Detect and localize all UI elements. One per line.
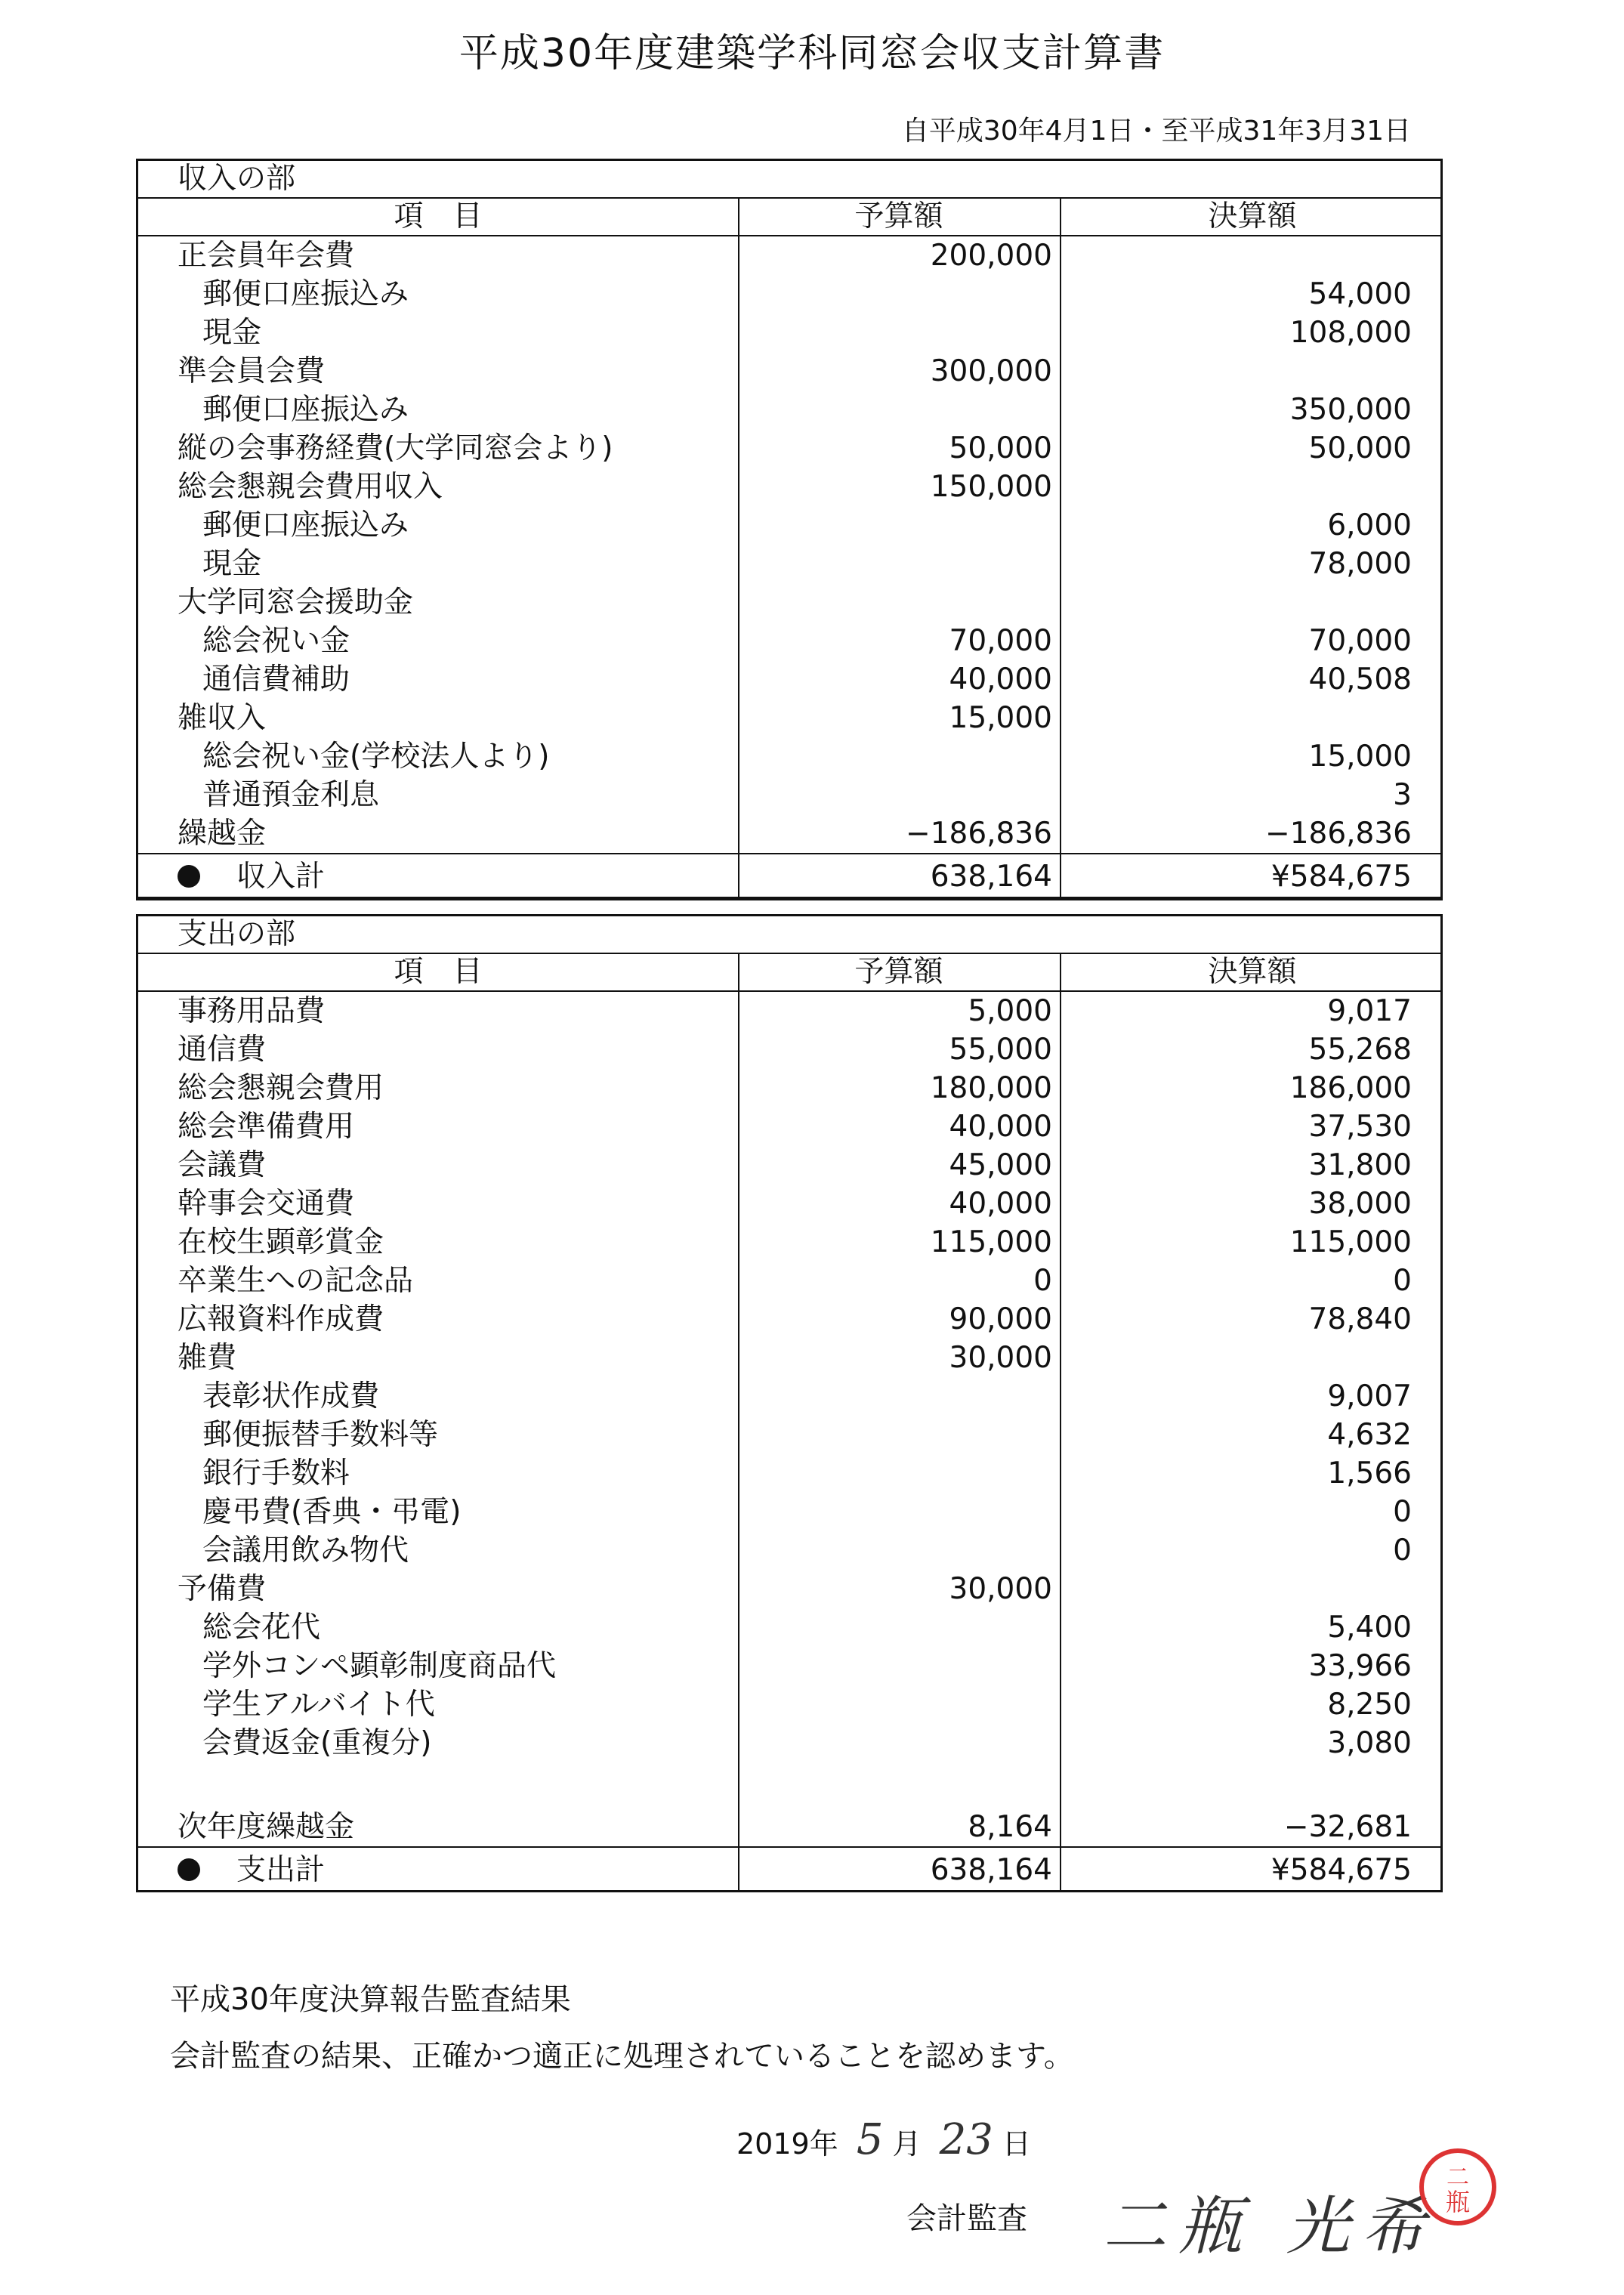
- column-divider: [738, 197, 739, 898]
- row-label: 広報資料作成費: [178, 1302, 384, 1336]
- row-label: 表彰状作成費: [202, 1379, 380, 1413]
- header-budget: 予算額: [854, 199, 943, 233]
- income-total-row: [138, 853, 1440, 898]
- row-label: 総会懇親会費用収入: [178, 470, 443, 504]
- table-row: [138, 1262, 1440, 1300]
- row-label: 通信費補助: [202, 663, 350, 697]
- table-row: [138, 1377, 1440, 1416]
- table-row: [138, 506, 1440, 545]
- row-label: 事務用品費: [178, 994, 326, 1028]
- row-budget: 180,000: [930, 1071, 1052, 1105]
- row-label: 郵便口座振込み: [202, 393, 409, 427]
- table-row: [138, 1030, 1440, 1069]
- table-row: [138, 1724, 1440, 1762]
- row-label: 縦の会事務経費(大学同窓会より): [178, 431, 613, 465]
- row-actual: 15,000: [1308, 740, 1412, 774]
- row-label: 卒業生への記念品: [178, 1264, 414, 1298]
- row-budget: 40,000: [949, 1110, 1052, 1144]
- row-budget: 30,000: [949, 1341, 1052, 1375]
- header-budget: 予算額: [854, 955, 943, 989]
- row-label: 会議用飲み物代: [202, 1534, 409, 1568]
- row-budget: 30,000: [949, 1572, 1052, 1606]
- row-budget: 150,000: [930, 470, 1052, 504]
- row-actual: 108,000: [1289, 316, 1412, 350]
- row-actual: 3,080: [1327, 1726, 1412, 1760]
- table-row: [138, 1185, 1440, 1223]
- row-budget: 45,000: [949, 1148, 1052, 1182]
- row-budget: 0: [1033, 1264, 1052, 1298]
- row-actual: 115,000: [1289, 1225, 1412, 1259]
- row-label: 総会祝い金: [202, 624, 350, 658]
- fiscal-period: 自平成30年4月1日・至平成31年3月31日: [901, 116, 1411, 147]
- table-row: [138, 699, 1440, 737]
- expense-total-budget: 638,164: [930, 1853, 1052, 1887]
- table-row: [138, 622, 1440, 660]
- row-actual: 0: [1393, 1495, 1412, 1529]
- table-row: [138, 468, 1440, 506]
- table-row: [138, 1223, 1440, 1262]
- row-budget: −186,836: [906, 817, 1052, 851]
- row-actual: 33,966: [1308, 1649, 1412, 1683]
- row-actual: [1060, 236, 1445, 275]
- row-actual: 78,000: [1308, 547, 1412, 581]
- income-rows: [138, 236, 1440, 853]
- table-row: [138, 1300, 1440, 1339]
- row-budget: [738, 583, 1060, 622]
- table-row: [138, 352, 1440, 391]
- row-actual: [1060, 1339, 1445, 1377]
- row-label: 準会員会費: [178, 354, 326, 388]
- row-budget: 300,000: [930, 354, 1052, 388]
- row-label: 普通預金利息: [202, 778, 380, 812]
- row-actual: −186,836: [1265, 817, 1412, 851]
- row-actual: 350,000: [1289, 393, 1412, 427]
- date-day: 23: [939, 2115, 993, 2164]
- header-item: 項 目: [394, 955, 483, 989]
- row-actual: 50,000: [1308, 431, 1412, 465]
- carryover-budget: 8,164: [968, 1810, 1052, 1844]
- seal-stamp-icon: [1416, 2145, 1499, 2229]
- row-budget: [738, 1685, 1060, 1724]
- row-budget: [738, 737, 1060, 776]
- total-label-cell: [138, 854, 738, 897]
- row-label: 雑収入: [178, 701, 267, 735]
- table-row: [138, 429, 1440, 468]
- income-total-label: 収入計: [236, 860, 326, 894]
- table-row: [138, 314, 1440, 352]
- date-day-unit: 日: [1002, 2127, 1031, 2161]
- row-actual: 5,400: [1327, 1611, 1412, 1645]
- row-label: 通信費: [178, 1033, 267, 1067]
- row-actual: 186,000: [1289, 1071, 1412, 1105]
- row-budget: [738, 506, 1060, 545]
- row-actual: 0: [1393, 1534, 1412, 1568]
- row-budget: 50,000: [949, 431, 1052, 465]
- header-item: 項 目: [394, 199, 483, 233]
- row-budget: 55,000: [949, 1033, 1052, 1067]
- table-row: [138, 1570, 1440, 1608]
- row-actual: [1060, 1570, 1445, 1608]
- row-label: 学外コンペ顕彰制度商品代: [202, 1649, 557, 1683]
- row-label: 郵便振替手数料等: [202, 1418, 439, 1452]
- income-header-row: [138, 199, 1440, 236]
- row-budget: [738, 391, 1060, 429]
- row-actual: 37,530: [1308, 1110, 1412, 1144]
- row-label: 現金: [202, 547, 262, 581]
- table-row: [138, 660, 1440, 699]
- row-actual: 54,000: [1308, 277, 1412, 311]
- date-month: 5: [856, 2115, 884, 2164]
- row-budget: [738, 1724, 1060, 1762]
- column-divider: [1060, 953, 1061, 1890]
- header-actual: 決算額: [1208, 955, 1297, 989]
- blank-row: [138, 1762, 1440, 1808]
- date-year: 2019年: [736, 2127, 838, 2161]
- audit-heading: 平成30年度決算報告監査結果: [170, 1982, 571, 2017]
- svg-text:瓶: 瓶: [1445, 2188, 1471, 2216]
- row-actual: 3: [1393, 778, 1412, 812]
- row-actual: 0: [1393, 1264, 1412, 1298]
- carryover-row: [138, 1808, 1440, 1846]
- row-label: 慶弔費(香典・弔電): [202, 1495, 462, 1529]
- table-row: [138, 1647, 1440, 1685]
- row-label: 正会員年会費: [178, 239, 355, 273]
- row-actual: 40,508: [1308, 663, 1412, 697]
- auditor-label: 会計監査: [906, 2201, 1027, 2236]
- table-row: [138, 1531, 1440, 1570]
- table-row: [138, 1685, 1440, 1724]
- row-label: 会費返金(重複分): [202, 1726, 432, 1760]
- table-row: [138, 992, 1440, 1030]
- table-row: [138, 1454, 1440, 1493]
- row-label: 総会懇親会費用: [178, 1071, 384, 1105]
- expense-rows: [138, 992, 1440, 1762]
- income-total-actual: ¥584,675: [1270, 860, 1412, 894]
- expense-table: [136, 914, 1443, 1892]
- row-budget: [738, 275, 1060, 314]
- column-divider: [738, 953, 739, 1890]
- table-row: [138, 1493, 1440, 1531]
- row-budget: [738, 1493, 1060, 1531]
- row-label: 予備費: [178, 1572, 267, 1606]
- table-row: [138, 583, 1440, 622]
- row-budget: [738, 1531, 1060, 1570]
- column-divider: [1060, 197, 1061, 898]
- row-budget: 15,000: [949, 701, 1052, 735]
- row-actual: 8,250: [1327, 1688, 1412, 1722]
- bullet-icon: [178, 1858, 200, 1881]
- row-label: 学生アルバイト代: [202, 1688, 435, 1722]
- row-label: 幹事会交通費: [178, 1187, 355, 1221]
- row-actual: 78,840: [1308, 1302, 1412, 1336]
- row-budget: [738, 776, 1060, 814]
- header-actual: 決算額: [1208, 199, 1297, 233]
- row-label: 在校生顕彰賞金: [178, 1225, 384, 1259]
- row-actual: [1060, 352, 1445, 391]
- table-row: [138, 1069, 1440, 1107]
- table-row: [138, 776, 1440, 814]
- row-budget: [738, 1454, 1060, 1493]
- expense-header-row: [138, 954, 1440, 992]
- row-budget: [738, 1608, 1060, 1647]
- row-budget: [738, 1377, 1060, 1416]
- bullet-icon: [178, 865, 200, 888]
- row-label: 繰越金: [178, 817, 267, 851]
- table-row: [138, 1608, 1440, 1647]
- row-label: 雑費: [178, 1341, 237, 1375]
- row-actual: 70,000: [1308, 624, 1412, 658]
- total-label-cell: [138, 1848, 738, 1890]
- row-budget: 40,000: [949, 663, 1052, 697]
- table-row: [138, 737, 1440, 776]
- expense-section-title: 支出の部: [138, 916, 1440, 954]
- handwritten-signature: 二瓶 光希: [1103, 2189, 1437, 2263]
- expense-total-label: 支出計: [236, 1853, 326, 1887]
- carryover-label: 次年度繰越金: [178, 1810, 355, 1844]
- income-table: [136, 159, 1443, 900]
- table-row: [138, 1107, 1440, 1146]
- row-budget: 200,000: [930, 239, 1052, 273]
- row-budget: 115,000: [930, 1225, 1052, 1259]
- row-label: 会議費: [178, 1148, 267, 1182]
- row-label: 現金: [202, 316, 262, 350]
- row-label: 郵便口座振込み: [202, 508, 409, 542]
- row-budget: 90,000: [949, 1302, 1052, 1336]
- row-actual: 4,632: [1327, 1418, 1412, 1452]
- row-actual: [1060, 468, 1445, 506]
- row-actual: 9,007: [1327, 1379, 1412, 1413]
- row-label: 総会花代: [202, 1611, 321, 1645]
- income-section-title: 収入の部: [138, 161, 1440, 199]
- row-actual: 9,017: [1327, 994, 1412, 1028]
- svg-text:二: 二: [1446, 2164, 1469, 2191]
- row-budget: [738, 314, 1060, 352]
- row-actual: 31,800: [1308, 1148, 1412, 1182]
- row-label: 大学同窓会援助金: [178, 585, 414, 619]
- row-budget: [738, 1647, 1060, 1685]
- row-budget: 5,000: [968, 994, 1052, 1028]
- page-title: 平成30年度建築学科同窓会収支計算書: [458, 31, 1166, 76]
- row-actual: 38,000: [1308, 1187, 1412, 1221]
- table-row: [138, 236, 1440, 275]
- table-row: [138, 275, 1440, 314]
- row-actual: 55,268: [1308, 1033, 1412, 1067]
- row-label: 総会準備費用: [178, 1110, 355, 1144]
- table-row: [138, 1146, 1440, 1185]
- row-label: 銀行手数料: [202, 1456, 350, 1490]
- row-budget: 70,000: [949, 624, 1052, 658]
- table-row: [138, 814, 1440, 853]
- income-total-budget: 638,164: [930, 860, 1052, 894]
- expense-total-row: [138, 1846, 1440, 1890]
- table-row: [138, 1339, 1440, 1377]
- row-actual: [1060, 583, 1445, 622]
- audit-date: [736, 2115, 1031, 2164]
- expense-total-actual: ¥584,675: [1270, 1853, 1412, 1887]
- table-row: [138, 545, 1440, 583]
- table-row: [138, 1416, 1440, 1454]
- date-month-unit: 月: [892, 2127, 922, 2161]
- row-budget: 40,000: [949, 1187, 1052, 1221]
- table-row: [138, 391, 1440, 429]
- row-actual: 6,000: [1327, 508, 1412, 542]
- row-budget: [738, 1416, 1060, 1454]
- row-budget: [738, 545, 1060, 583]
- audit-statement: 会計監査の結果、正確かつ適正に処理されていることを認めます。: [170, 2039, 1074, 2074]
- row-actual: 1,566: [1327, 1456, 1412, 1490]
- row-label: 総会祝い金(学校法人より): [202, 740, 550, 774]
- row-actual: [1060, 699, 1445, 737]
- row-label: 郵便口座振込み: [202, 277, 409, 311]
- carryover-actual: −32,681: [1283, 1810, 1412, 1844]
